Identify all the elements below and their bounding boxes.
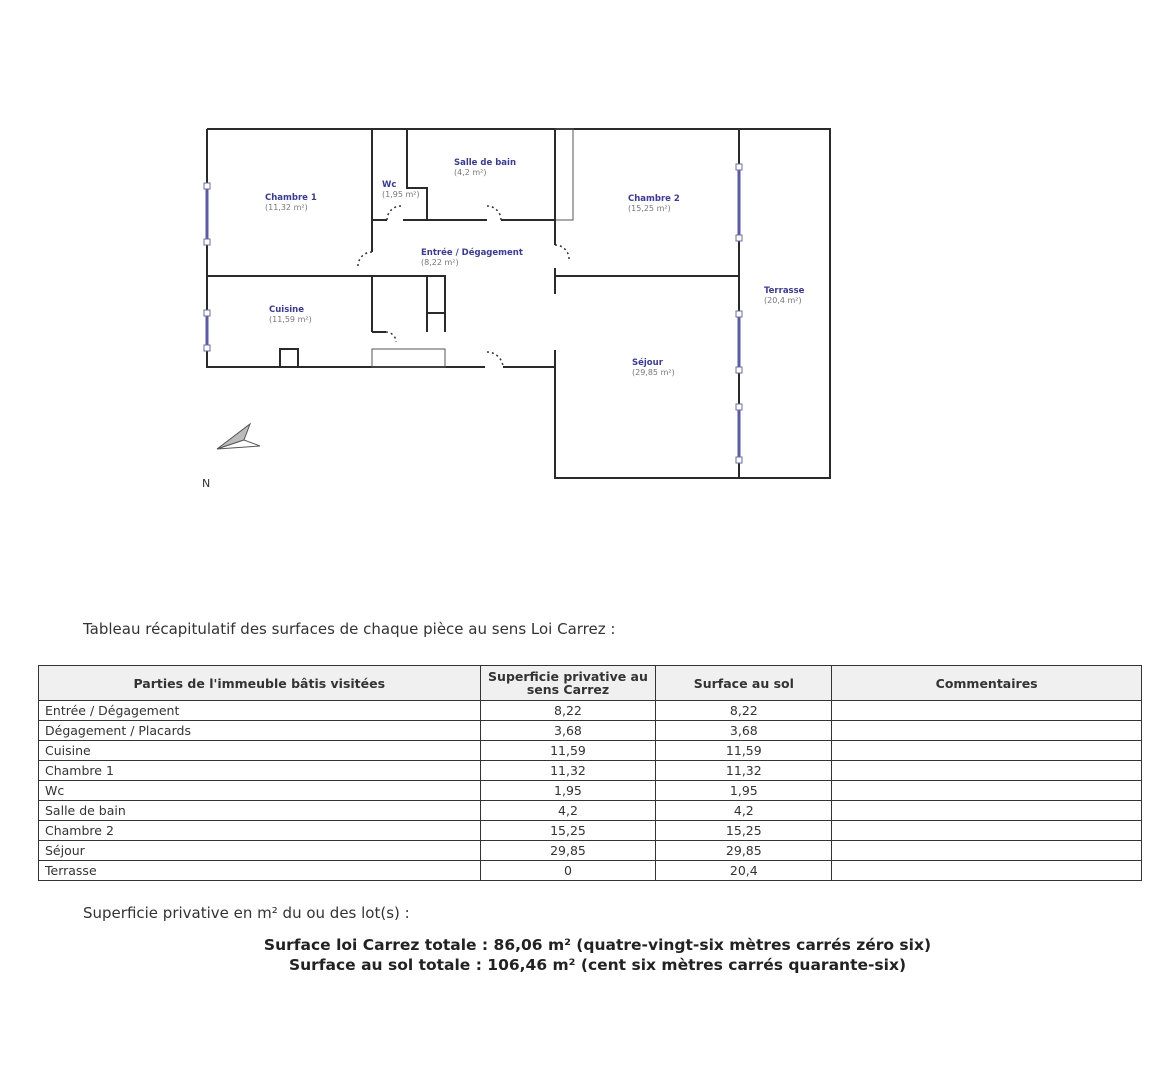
cell-comment [832,721,1142,741]
svg-text:Chambre 1: Chambre 1 [265,193,317,203]
svg-text:Wc: Wc [382,180,397,190]
room-label-chambre2 [628,194,680,213]
cell-sol: 11,59 [656,741,832,761]
svg-text:(29,85 m²): (29,85 m²) [632,368,675,377]
table-row [39,821,1142,841]
svg-text:(1,95 m²): (1,95 m²) [382,190,420,199]
cell-room: Dégagement / Placards [39,721,481,741]
table-row [39,861,1142,881]
lot-label: Superficie privative en m² du ou des lot(s) : [83,904,410,922]
table-row [39,721,1142,741]
svg-text:(11,32 m²): (11,32 m²) [265,203,308,212]
room-label-cuisine [269,305,312,324]
cell-room: Terrasse [39,861,481,881]
svg-text:Séjour: Séjour [632,358,663,368]
cell-sol: 29,85 [656,841,832,861]
cell-room: Cuisine [39,741,481,761]
svg-text:Cuisine: Cuisine [269,305,304,315]
svg-text:N: N [202,477,211,490]
total-carrez: Surface loi Carrez totale : 86,06 m² (quatre-vingt-six mètres carrés zéro six) [263,936,932,954]
svg-text:(4,2 m²): (4,2 m²) [454,168,487,177]
svg-text:Terrasse: Terrasse [764,286,805,296]
surface-table [38,665,1142,881]
cell-carrez: 11,59 [480,741,656,761]
cell-comment [832,801,1142,821]
room-label-sejour [632,357,675,377]
room-label-entree [421,247,523,267]
room-label-terrasse [764,286,805,305]
cell-carrez: 8,22 [480,701,656,721]
cell-sol: 11,32 [656,761,832,781]
cell-comment [832,761,1142,781]
cell-sol: 15,25 [656,821,832,841]
table-caption: Tableau récapitulatif des surfaces de chaque pièce au sens Loi Carrez : [83,620,616,638]
cell-comment [832,781,1142,801]
cell-room: Entrée / Dégagement [39,701,481,721]
cell-carrez: 0 [480,861,656,881]
table-row [39,841,1142,861]
cell-sol: 20,4 [656,861,832,881]
svg-text:Chambre 2: Chambre 2 [628,194,680,204]
header-surface-sol: Surface au sol [656,666,832,701]
cell-sol: 1,95 [656,781,832,801]
cell-room: Chambre 2 [39,821,481,841]
cell-carrez: 29,85 [480,841,656,861]
cell-carrez: 4,2 [480,801,656,821]
cell-comment [832,861,1142,881]
cell-comment [832,821,1142,841]
cell-carrez: 11,32 [480,761,656,781]
table-header-row [39,666,1142,701]
cell-sol: 8,22 [656,701,832,721]
cell-carrez: 15,25 [480,821,656,841]
svg-text:Entrée / Dégagement: Entrée / Dégagement [421,248,523,258]
svg-text:(11,59 m²): (11,59 m²) [269,315,312,324]
cell-sol: 4,2 [656,801,832,821]
table-row [39,701,1142,721]
cell-carrez: 3,68 [480,721,656,741]
compass-icon [202,424,260,490]
cell-room: Chambre 1 [39,761,481,781]
svg-text:(15,25 m²): (15,25 m²) [628,204,671,213]
table-row [39,781,1142,801]
svg-text:Salle de bain: Salle de bain [454,158,517,168]
table-row [39,801,1142,821]
cell-sol: 3,68 [656,721,832,741]
svg-text:(8,22 m²): (8,22 m²) [421,258,459,267]
cell-carrez: 1,95 [480,781,656,801]
room-label-chambre1 [265,193,317,212]
cell-room: Séjour [39,841,481,861]
cell-room: Wc [39,781,481,801]
header-parties: Parties de l'immeuble bâtis visitées [39,666,481,701]
header-commentaires: Commentaires [832,666,1142,701]
header-superficie-carrez: Superficie privative au sens Carrez [480,666,656,701]
cell-comment [832,741,1142,761]
room-label-wc [382,180,420,199]
cell-comment [832,701,1142,721]
table-row [39,761,1142,781]
total-sol: Surface au sol totale : 106,46 m² (cent six mètres carrés quarante-six) [288,956,907,974]
totals [0,935,1167,975]
table-row [39,741,1142,761]
room-label-salle-de-bain [454,158,516,177]
walls [207,129,830,478]
doors [358,206,569,367]
cell-comment [832,841,1142,861]
svg-text:(20,4 m²): (20,4 m²) [764,296,802,305]
cell-room: Salle de bain [39,801,481,821]
